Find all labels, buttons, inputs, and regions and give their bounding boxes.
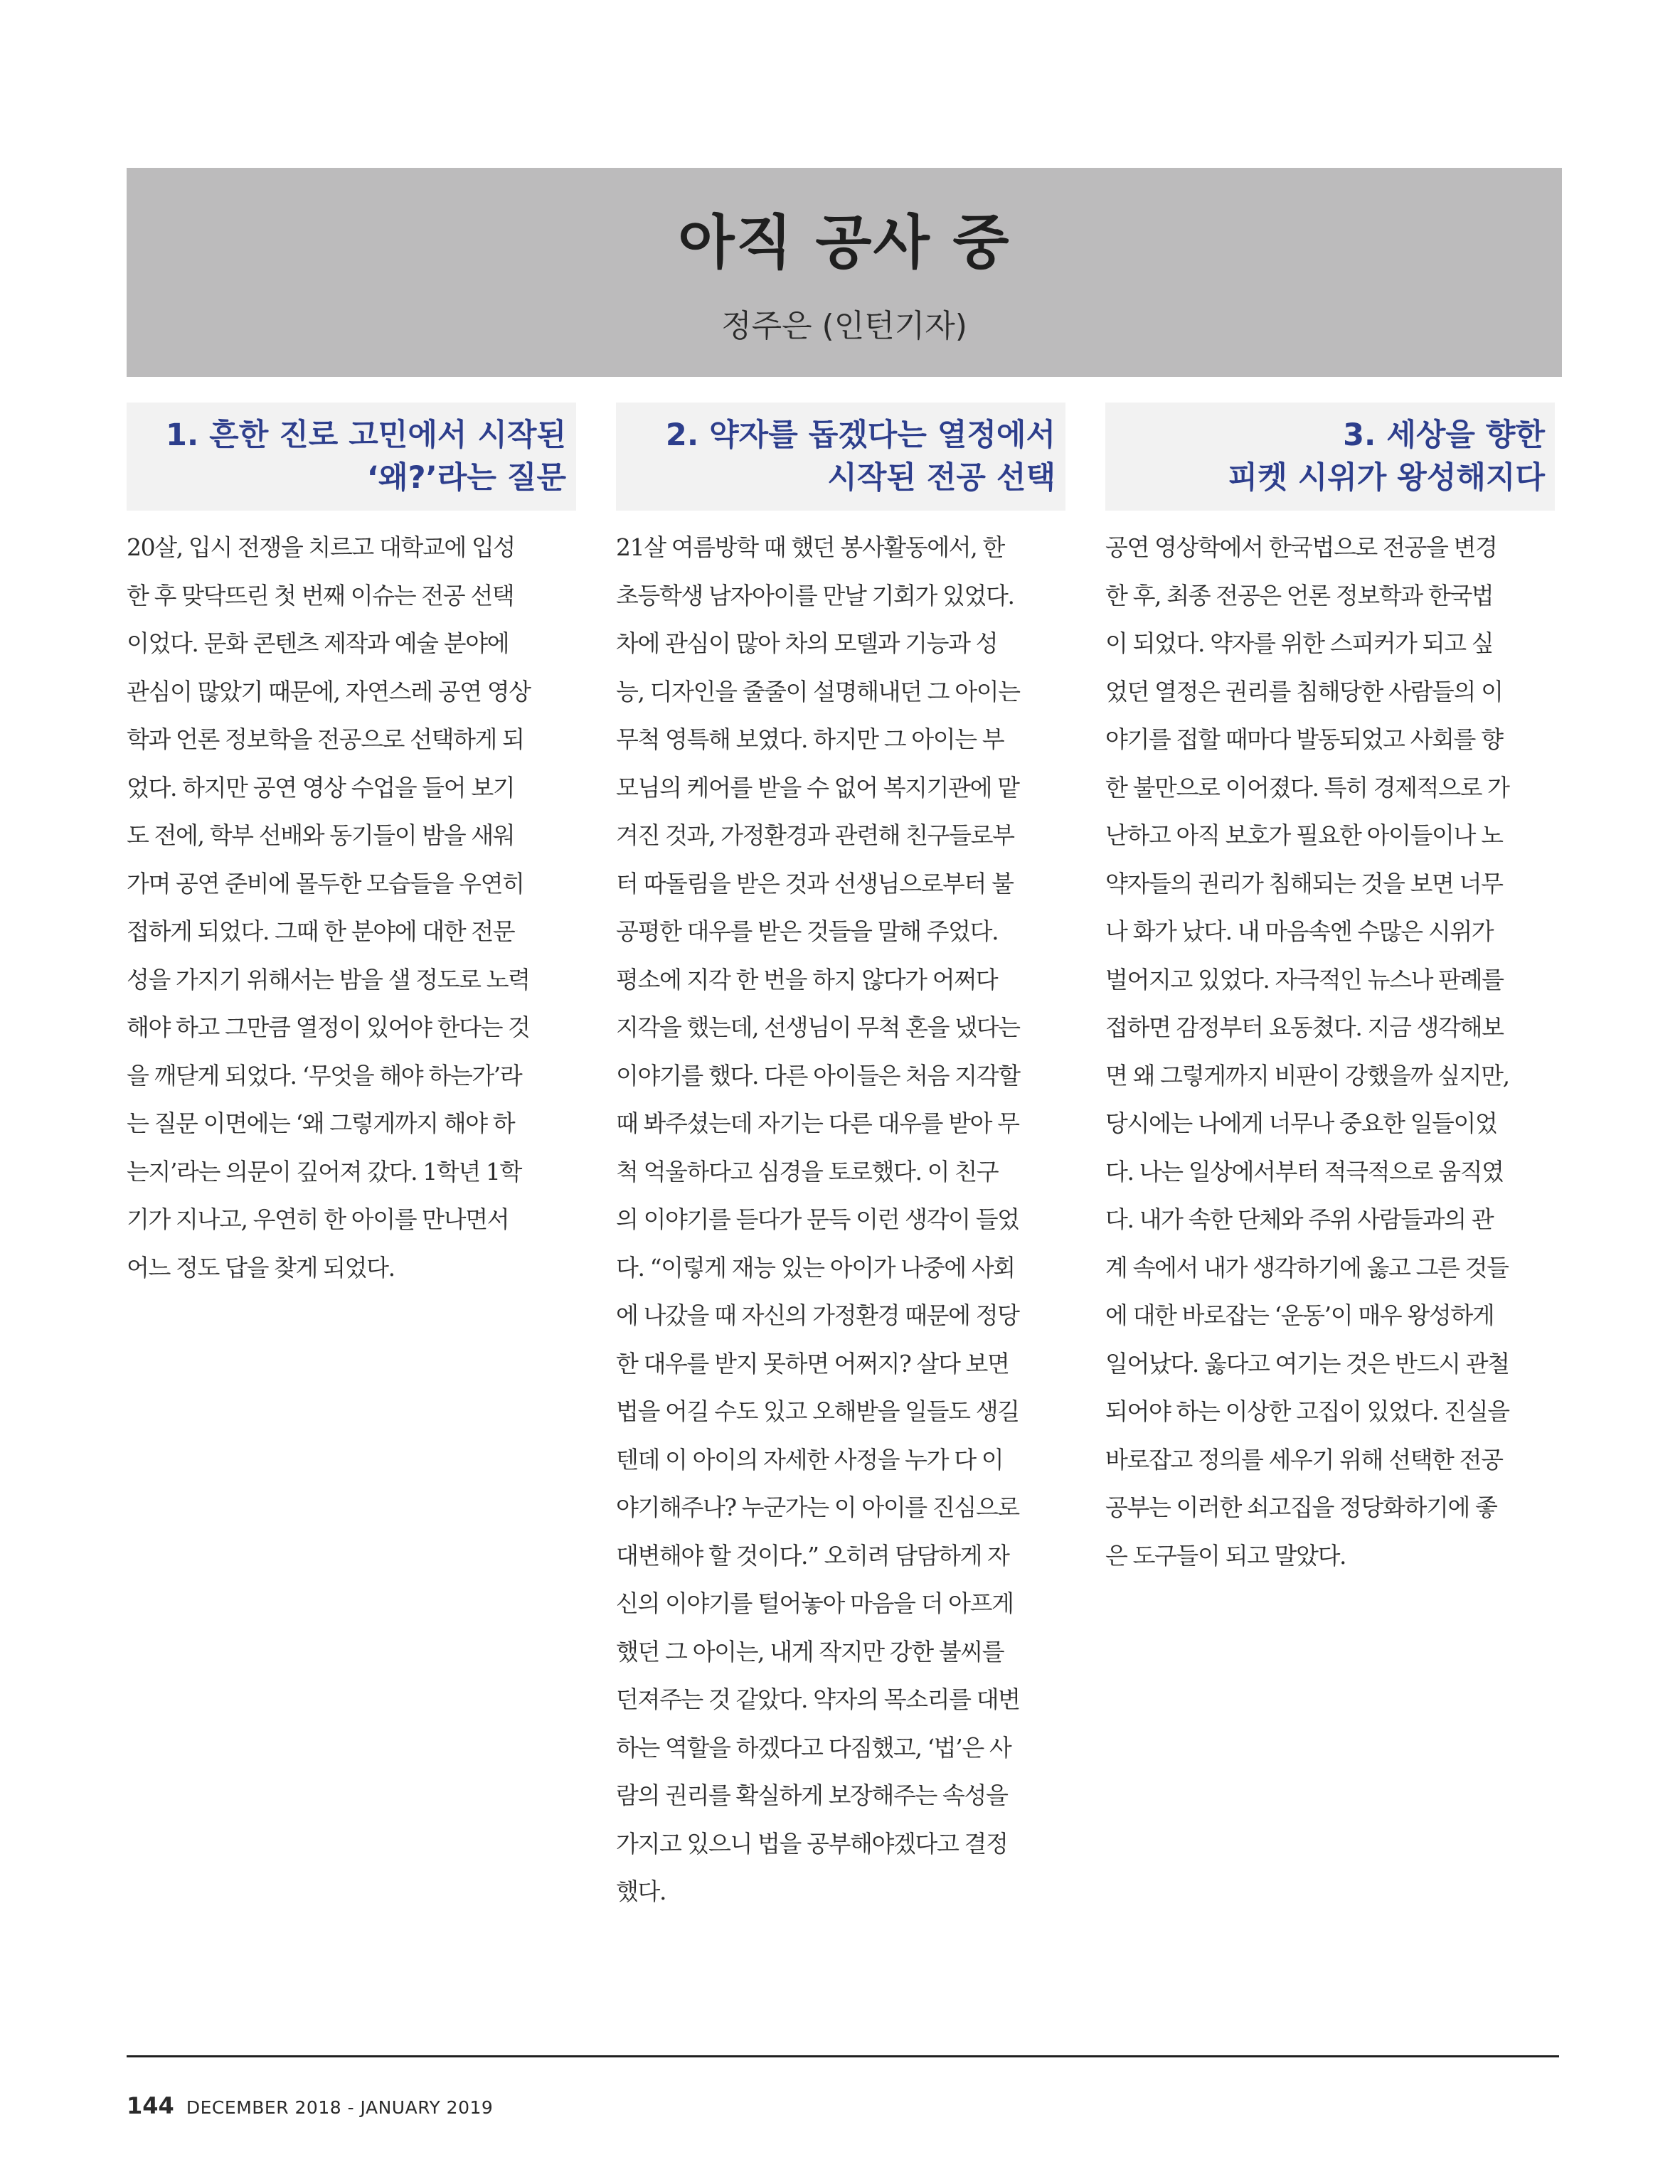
- paragraph-line: 에 나갔을 때 자신의 가정환경 때문에 정당: [616, 1301, 1019, 1329]
- section-heading-line: 시작된 전공 선택: [827, 460, 1056, 496]
- paragraph-line: 벌어지고 있었다. 자극적인 뉴스나 판례를: [1105, 965, 1504, 994]
- paragraph-line: 능, 디자인을 줄줄이 설명해내던 그 아이는: [616, 677, 1020, 705]
- paragraph-line: 을 깨닫게 되었다. ‘무엇을 해야 하는가’라: [127, 1061, 522, 1090]
- column-text-2: [616, 523, 1065, 1916]
- section-heading-line: 피켓 시위가 왕성해지다: [1228, 460, 1545, 496]
- column-text-1: [127, 523, 576, 1291]
- paragraph-line: 하는 역할을 하겠다고 다짐했고, ‘법’은 사: [616, 1733, 1011, 1762]
- paragraph-line: 가며 공연 준비에 몰두한 모습들을 우연히: [127, 869, 524, 897]
- issue-date: DECEMBER 2018 - JANUARY 2019: [186, 2097, 494, 2118]
- paragraph-line: 평소에 지각 한 번을 하지 않다가 어쩌다: [616, 965, 998, 994]
- paragraph-line: 했다.: [616, 1877, 666, 1905]
- paragraph-line: 야기해주나? 누군가는 이 아이를 진심으로: [616, 1493, 1019, 1521]
- paragraph-line: 었던 열정은 권리를 침해당한 사람들의 이: [1105, 677, 1503, 705]
- paragraph-line: 던져주는 것 같았다. 약자의 목소리를 대변: [616, 1685, 1020, 1713]
- paragraph-line: 대변해야 할 것이다.” 오히려 담담하게 자: [616, 1541, 1009, 1570]
- paragraph-line: 척 억울하다고 심경을 토로했다. 이 친구: [616, 1157, 999, 1186]
- paragraph-line: 다. 나는 일상에서부터 적극적으로 움직였: [1105, 1157, 1504, 1186]
- paragraph-line: 접하면 감정부터 요동쳤다. 지금 생각해보: [1105, 1013, 1504, 1041]
- section-heading-line: 2. 약자를 돕겠다는 열정에서: [665, 417, 1056, 453]
- paragraph-line: 해야 하고 그만큼 열정이 있어야 한다는 것: [127, 1013, 530, 1041]
- page-footer: [127, 2092, 493, 2119]
- paragraph-line: 지각을 했는데, 선생님이 무척 혼을 냈다는: [616, 1013, 1020, 1041]
- author-byline: 정주은 (인턴기자): [721, 308, 967, 344]
- paragraph-line: 공부는 이러한 쇠고집을 정당화하기에 좋: [1105, 1493, 1497, 1521]
- paragraph-line: 한 불만으로 이어졌다. 특히 경제적으로 가: [1105, 773, 1509, 801]
- paragraph-line: 겨진 것과, 가정환경과 관련해 친구들로부: [616, 821, 1014, 849]
- paragraph-line: 람의 권리를 확실하게 보장해주는 속성을: [616, 1781, 1008, 1809]
- paragraph-line: 20살, 입시 전쟁을 치르고 대학교에 입성: [127, 533, 515, 561]
- column-text-3: [1105, 523, 1555, 1580]
- paragraph-line: 난하고 아직 보호가 필요한 아이들이나 노: [1105, 821, 1503, 849]
- paragraph-line: 당시에는 나에게 너무나 중요한 일들이었: [1105, 1109, 1497, 1137]
- section-heading-1: [127, 403, 576, 511]
- paragraph-line: 에 대한 바로잡는 ‘운동’이 매우 왕성하게: [1105, 1301, 1494, 1329]
- paragraph-line: 무척 영특해 보였다. 하지만 그 아이는 부: [616, 725, 1004, 753]
- paragraph-line: 했던 그 아이는, 내게 작지만 강한 불씨를: [616, 1637, 1004, 1666]
- section-heading-line: ‘왜?’라는 질문: [366, 460, 566, 496]
- paragraph-line: 학과 언론 정보학을 전공으로 선택하게 되: [127, 725, 524, 753]
- paragraph-line: 관심이 많았기 때문에, 자연스레 공연 영상: [127, 677, 531, 705]
- paragraph-line: 바로잡고 정의를 세우기 위해 선택한 전공: [1105, 1445, 1503, 1474]
- section-heading-2: [616, 403, 1065, 511]
- paragraph-line: 접하게 되었다. 그때 한 분야에 대한 전문: [127, 917, 515, 945]
- paragraph-line: 법을 어길 수도 있고 오해받을 일들도 생길: [616, 1397, 1019, 1425]
- paragraph-line: 가지고 있으니 법을 공부해야겠다고 결정: [616, 1829, 1008, 1858]
- paragraph-line: 다. “이렇게 재능 있는 아이가 나중에 사회: [616, 1253, 1015, 1282]
- paragraph-line: 는 질문 이면에는 ‘왜 그렇게까지 해야 하: [127, 1109, 515, 1137]
- paragraph-line: 약자들의 권리가 침해되는 것을 보면 너무: [1105, 869, 1503, 897]
- paragraph-line: 계 속에서 내가 생각하기에 옳고 그른 것들: [1105, 1253, 1509, 1282]
- paragraph-line: 성을 가지기 위해서는 밤을 샐 정도로 노력: [127, 965, 530, 994]
- footer-rule: [127, 2055, 1559, 2057]
- paragraph-line: 의 이야기를 듣다가 문득 이런 생각이 들었: [616, 1205, 1019, 1233]
- paragraph-line: 한 대우를 받지 못하면 어쩌지? 살다 보면: [616, 1349, 1009, 1378]
- page-number: 144: [127, 2092, 174, 2119]
- paragraph-line: 나 화가 났다. 내 마음속엔 수많은 시위가: [1105, 917, 1494, 945]
- paragraph-line: 되어야 하는 이상한 고집이 있었다. 진실을: [1105, 1397, 1509, 1425]
- paragraph-line: 이야기를 했다. 다른 아이들은 처음 지각할: [616, 1061, 1020, 1090]
- paragraph-line: 은 도구들이 되고 말았다.: [1105, 1541, 1346, 1570]
- paragraph-line: 공평한 대우를 받은 것들을 말해 주었다.: [616, 917, 999, 945]
- paragraph-line: 한 후 맞닥뜨린 첫 번째 이슈는 전공 선택: [127, 581, 514, 609]
- paragraph-line: 차에 관심이 많아 차의 모델과 기능과 성: [616, 629, 998, 657]
- paragraph-line: 었다. 하지만 공연 영상 수업을 들어 보기: [127, 773, 515, 801]
- paragraph-line: 신의 이야기를 털어놓아 마음을 더 아프게: [616, 1589, 1014, 1617]
- paragraph-line: 도 전에, 학부 선배와 동기들이 밤을 새워: [127, 821, 515, 849]
- paragraph-line: 공연 영상학에서 한국법으로 전공을 변경: [1105, 533, 1497, 561]
- title-banner: [127, 168, 1562, 377]
- paragraph-line: 일어났다. 옳다고 여기는 것은 반드시 관철: [1105, 1349, 1509, 1378]
- page-title: 아직 공사 중: [678, 209, 1011, 277]
- section-heading-line: 1. 흔한 진로 고민에서 시작된: [165, 417, 566, 453]
- paragraph-line: 어느 정도 답을 찾게 되었다.: [127, 1253, 395, 1282]
- paragraph-line: 모님의 케어를 받을 수 없어 복지기관에 맡: [616, 773, 1019, 801]
- paragraph-line: 터 따돌림을 받은 것과 선생님으로부터 불: [616, 869, 1014, 897]
- paragraph-line: 면 왜 그렇게까지 비판이 강했을까 싶지만,: [1105, 1061, 1509, 1090]
- paragraph-line: 다. 내가 속한 단체와 주위 사람들과의 관: [1105, 1205, 1494, 1233]
- paragraph-line: 이었다. 문화 콘텐츠 제작과 예술 분야에: [127, 629, 509, 657]
- section-heading-line: 3. 세상을 향한: [1343, 417, 1545, 453]
- paragraph-line: 는지’라는 의문이 깊어져 갔다. 1학년 1학: [127, 1157, 521, 1186]
- paragraph-line: 한 후, 최종 전공은 언론 정보학과 한국법: [1105, 581, 1494, 609]
- paragraph-line: 때 봐주셨는데 자기는 다른 대우를 받아 무: [616, 1109, 1019, 1137]
- paragraph-line: 야기를 접할 때마다 발동되었고 사회를 향: [1105, 725, 1503, 753]
- paragraph-line: 초등학생 남자아이를 만날 기회가 있었다.: [616, 581, 1014, 609]
- paragraph-line: 기가 지나고, 우연히 한 아이를 만나면서: [127, 1205, 509, 1233]
- section-heading-3: [1105, 403, 1555, 511]
- paragraph-line: 21살 여름방학 때 했던 봉사활동에서, 한: [616, 533, 1004, 561]
- paragraph-line: 텐데 이 아이의 자세한 사정을 누가 다 이: [616, 1445, 1004, 1474]
- paragraph-line: 이 되었다. 약자를 위한 스피커가 되고 싶: [1105, 629, 1494, 657]
